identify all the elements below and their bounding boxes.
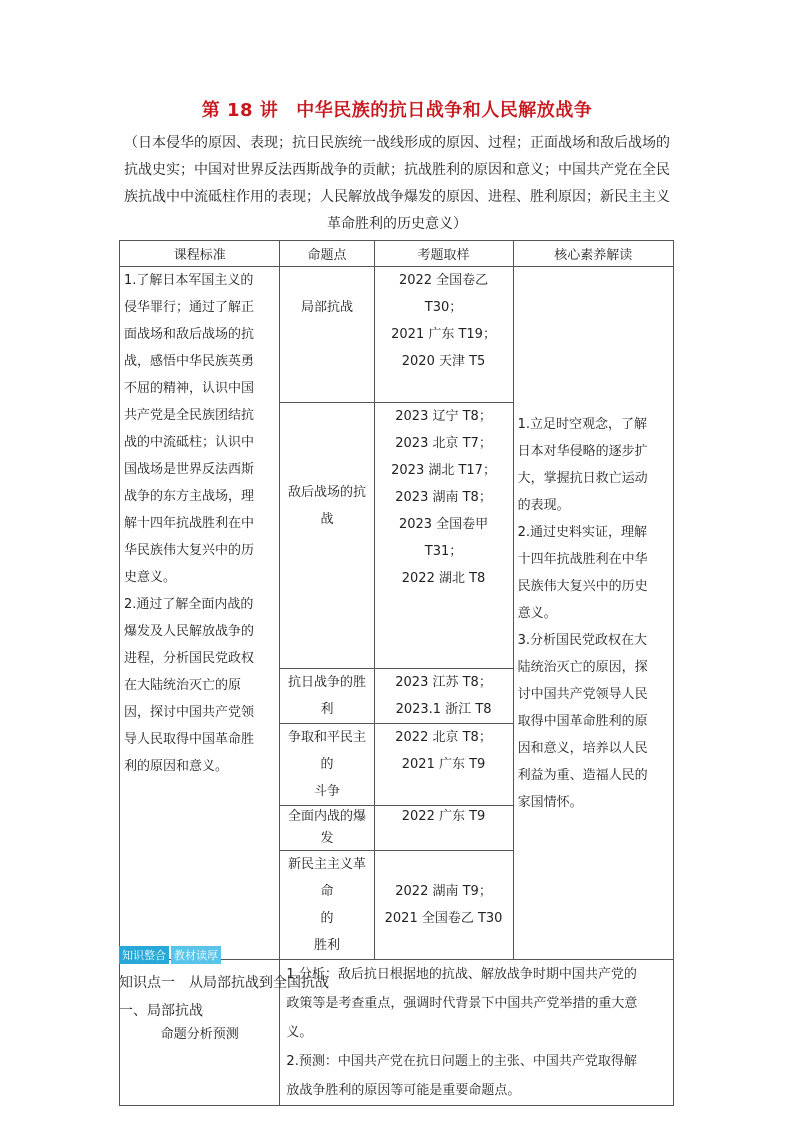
analysis-line: 放战争胜利的原因等可能是重要命题点。 [286, 1083, 521, 1098]
literacy-line: 讨中国共产党领导人民 [517, 686, 648, 702]
literacy-line: 的表现。 [517, 497, 570, 513]
standard-line: 侵华罪行；通过了解正 [124, 300, 255, 315]
section-badge [119, 946, 221, 964]
standard-line: 利的原因和意义。 [124, 759, 229, 774]
point-text: 争取和平民主的 [287, 730, 366, 772]
point-text: 敌后战场的抗战 [287, 485, 366, 527]
standard-cell [120, 267, 280, 960]
standard-line: 1.了解日本军国主义的 [124, 273, 254, 288]
standard-line: 不屈的精神，认识中国 [124, 381, 255, 396]
literacy-line: 大，掌握抗日救亡运动 [517, 470, 648, 486]
sample-text: 2022 广东 T9 [401, 809, 486, 824]
header-standard: 课程标准 [120, 241, 280, 267]
samples-cell [374, 403, 513, 669]
standard-line: 战争的东方主战场，理 [124, 489, 255, 504]
standard-line: 共产党是全民族团结抗 [124, 408, 255, 423]
analysis-cell [280, 960, 674, 1106]
point-text: 胜利 [313, 938, 340, 953]
literacy-line: 陆统治灭亡的原因，探 [517, 659, 648, 675]
header-point: 命题点 [280, 241, 374, 267]
table-header-row [120, 241, 674, 267]
literacy-line: 1.立足时空观念，了解 [517, 416, 647, 432]
page-title [0, 96, 794, 122]
header-literacy: 核心素养解读 [513, 241, 673, 267]
sample-text: 2023 辽宁 T8； [395, 409, 492, 424]
point-cell [280, 851, 374, 960]
standard-line: 战的中流砥柱；认识中 [124, 435, 255, 450]
samples-cell [374, 669, 513, 724]
sample-text: 2021 广东 T9 [401, 757, 486, 772]
sample-text: 2023.1 浙江 T8 [395, 702, 492, 717]
point-text: 局部抗战 [300, 300, 353, 315]
point-cell [280, 403, 374, 669]
sample-text: 2022 湖南 T9； [395, 884, 492, 899]
table-row [120, 267, 674, 403]
point-cell [280, 806, 374, 851]
literacy-line: 2.通过史料实证，理解 [517, 524, 647, 540]
literacy-cell [513, 267, 673, 960]
sample-text: 2021 全国卷乙 T30 [384, 911, 503, 926]
standard-line: 因，探讨中国共产党领 [124, 705, 255, 720]
standard-line: 2.通过了解全面内战的 [124, 597, 254, 612]
standard-line: 解十四年抗战胜利在中 [124, 516, 255, 531]
samples-cell [374, 806, 513, 851]
header-samples: 考题取样 [374, 241, 513, 267]
analysis-line: 义。 [286, 1025, 313, 1040]
point-text: 斗争 [313, 784, 340, 799]
standard-line: 导人民取得中国革命胜 [124, 732, 255, 747]
badge-knowledge: 知识整合 [119, 946, 169, 964]
standard-line: 面战场和敌后战场的抗 [124, 327, 255, 342]
sample-text: 2022 全国卷乙 [398, 273, 489, 288]
literacy-line: 家国情怀。 [517, 794, 583, 810]
analysis-text [286, 960, 667, 1105]
literacy-line: 意义。 [517, 605, 557, 621]
point-text: 的 [320, 911, 334, 926]
lecture-title: 中华民族的抗日战争和人民解放战争 [296, 100, 593, 121]
knowledge-point-heading: 知识点一 从局部抗战到全国抗战 [119, 975, 329, 991]
literacy-line: 十四年抗战胜利在中华 [517, 551, 648, 567]
sample-text: T30； [424, 300, 463, 315]
samples-cell [374, 724, 513, 806]
point-cell [280, 669, 374, 724]
analysis-line: 政策等是考查重点，强调时代背景下中国共产党举措的重大意 [286, 996, 638, 1011]
literacy-line: 取得中国革命胜利的原 [517, 713, 648, 729]
standard-line: 史意义。 [124, 570, 177, 585]
sample-text: T31； [424, 544, 463, 559]
literacy-line: 民族伟大复兴中的历史 [517, 578, 648, 594]
literacy-line: 利益为重、造福人民的 [517, 767, 648, 783]
sample-text: 2023 湖北 T17； [391, 463, 496, 478]
literacy-text [518, 411, 669, 816]
standard-line: 华民族伟大复兴中的历 [124, 543, 255, 558]
standard-line: 爆发及人民解放战争的 [124, 624, 255, 639]
sample-text: 2023 江苏 T8； [395, 675, 492, 690]
point-cell [280, 724, 374, 806]
sample-text: 2020 天津 T5 [401, 354, 486, 369]
point-cell [280, 267, 374, 403]
point-text: 抗日战争的胜利 [287, 675, 366, 717]
analysis-line: 2.预测：中国共产党在抗日问题上的主张、中国共产党取得解 [286, 1054, 637, 1069]
literacy-line: 日本对华侵略的逐步扩 [517, 443, 648, 459]
standard-line: 国战场是世界反法西斯 [124, 462, 255, 477]
analysis-label: 命题分析预测 [120, 960, 280, 1106]
literacy-line: 3.分析国民党政权在大 [517, 632, 647, 648]
sample-text: 2023 湖南 T8； [395, 490, 492, 505]
sample-text: 2023 全国卷甲 [398, 517, 489, 532]
samples-cell [374, 267, 513, 403]
standard-line: 在大陆统治灭亡的原 [124, 678, 242, 693]
standard-line: 战，感悟中华民族英勇 [124, 354, 255, 369]
point-text: 全面内战的爆发 [287, 809, 366, 846]
section-heading: 一、局部抗战 [119, 1003, 203, 1019]
samples-cell [374, 851, 513, 960]
point-text: 新民主主义革命 [287, 857, 366, 899]
standard-line: 进程，分析国民党政权 [124, 651, 255, 666]
sample-text: 2022 湖北 T8 [401, 571, 486, 586]
topic-summary: （日本侵华的原因、表现；抗日民族统一战线形成的原因、过程；正面战场和敌后战场的抗战史实；中国对世界反法西斯战争的贡献；抗战胜利的原因和意义；中国共产党在全民族抗战中中流砥柱作用的表现；人民解放战争爆发的原因、进程、胜利原因；新民主主义革命胜利的历史意义） [124, 135, 670, 232]
sample-text: 2023 北京 T7； [395, 436, 492, 451]
standard-text [124, 267, 275, 780]
badge-textbook: 教材读厚 [171, 946, 221, 964]
literacy-line: 因和意义，培养以人民 [517, 740, 648, 756]
lecture-number: 第 18 讲 [201, 100, 279, 121]
analysis-line: 1.分析：敌后抗日根据地的抗战、解放战争时期中国共产党的 [286, 967, 637, 982]
sample-text: 2022 北京 T8； [395, 730, 492, 745]
sample-text: 2021 广东 T19； [391, 327, 496, 342]
